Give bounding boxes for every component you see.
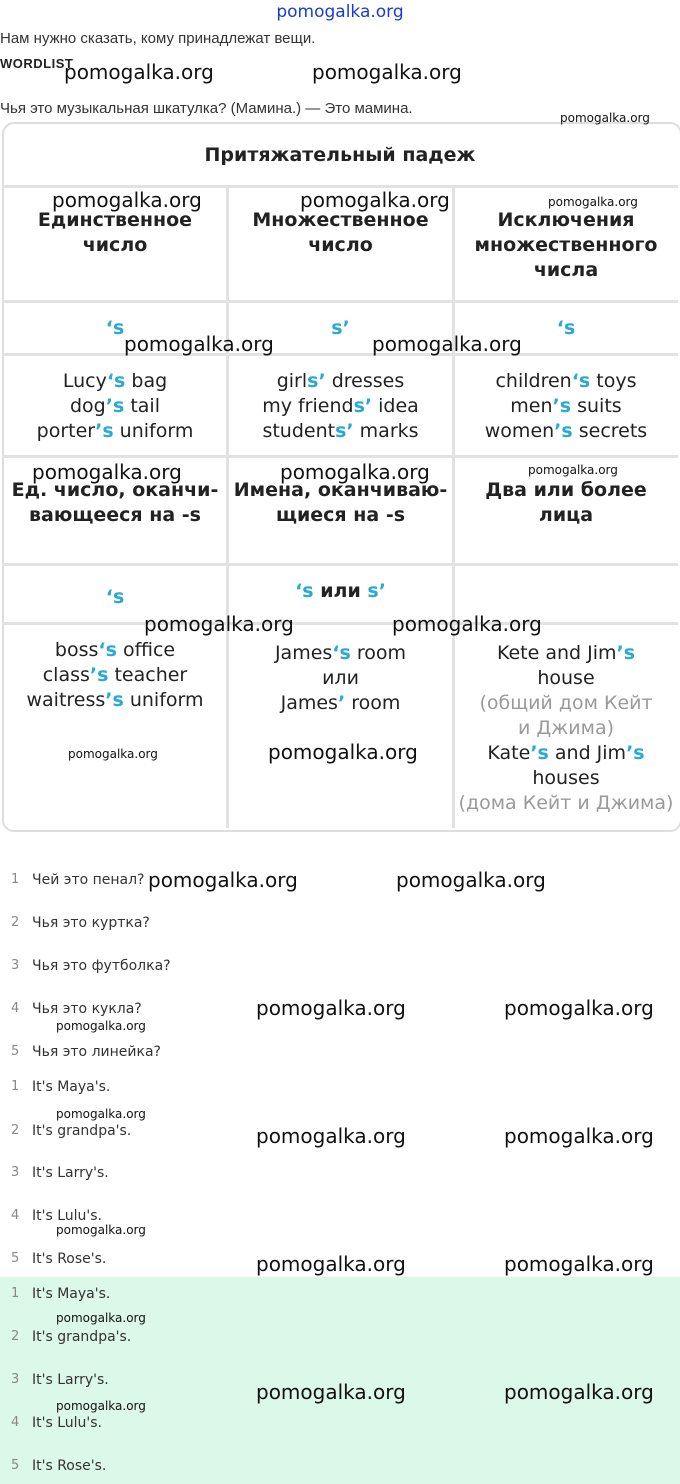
watermark: pomogalka.org [560,111,650,125]
examples-singular-ending-s: boss‘s office class’s teacher waitress’s uniform [26,639,204,711]
mark-exceptions: ‘s [556,317,576,339]
table-divider [2,353,678,356]
table-divider [2,622,678,625]
watermark: pomogalka.org [124,332,274,356]
watermark: pomogalka.org [148,868,298,892]
watermark: pomogalka.org [504,1380,654,1404]
watermark: pomogalka.org [56,1311,146,1325]
watermark: pomogalka.org [504,996,654,1020]
watermark: pomogalka.org [256,1124,406,1148]
watermark: pomogalka.org [312,60,462,84]
header-singular-ending-s: Ед. число, оканчи- вающееся на -s [11,479,219,526]
top-watermark: pomogalka.org [276,2,404,22]
watermark: pomogalka.org [56,1019,146,1033]
watermark: pomogalka.org [504,1124,654,1148]
intro-line-2: Чья это музыкальная шкатулка? (Мамина.) — Это мамина. [0,100,413,117]
mark-singular-ending-s: ‘s [105,586,125,608]
watermark: pomogalka.org [56,1223,146,1237]
watermark: pomogalka.org [144,612,294,636]
intro-line-1: Нам нужно сказать, кому принадлежат вещи. [0,30,316,47]
watermark: pomogalka.org [528,463,618,477]
watermark: pomogalka.org [268,740,418,764]
watermark: pomogalka.org [372,332,522,356]
examples-singular: Lucy‘s bag dog’s tail porter’s uniform [36,370,194,442]
table-divider [2,563,678,566]
examples-plural: girls’ dresses my friends’ idea students’ marks [262,370,419,442]
header-singular: Единственное число [37,209,193,256]
watermark: pomogalka.org [32,460,182,484]
examples-exceptions: children‘s toys men’s suits women’s secrets [484,370,648,442]
watermark: pomogalka.org [548,195,638,209]
mark-names-ending-s: ‘s или s’ [295,580,386,602]
watermark: pomogalka.org [256,996,406,1020]
watermark: pomogalka.org [300,188,450,212]
wordlist-label: WORDLIST [0,56,74,71]
header-names-ending-s: Имена, оканчиваю- щиеся на -s [233,479,448,526]
watermark: pomogalka.org [396,868,546,892]
watermark: pomogalka.org [256,1252,406,1276]
examples-names-ending-s: James‘s room или James’ room [274,642,407,714]
header-plural-exceptions: Исключения множественного числа [474,209,658,281]
table-title: Притяжательный падеж [204,144,476,166]
watermark: pomogalka.org [56,1399,146,1413]
watermark: pomogalka.org [280,460,430,484]
watermark: pomogalka.org [504,1252,654,1276]
watermark: pomogalka.org [52,188,202,212]
header-two-or-more: Два или более лица [485,479,647,526]
watermark: pomogalka.org [256,1380,406,1404]
table-divider [2,300,678,303]
header-plural: Множественное число [252,209,429,256]
watermark: pomogalka.org [68,747,158,761]
watermark: pomogalka.org [56,1107,146,1121]
watermark: pomogalka.org [64,60,214,84]
examples-two-or-more: Kete and Jim’s house (общий дом Кейт и Джима) Kate’s and Jim’s houses (дома Кейт и Джима) [458,642,674,814]
mark-plural: s’ [331,317,350,339]
watermark: pomogalka.org [392,612,542,636]
table-divider [2,455,678,458]
mark-singular: ‘s [105,317,125,339]
